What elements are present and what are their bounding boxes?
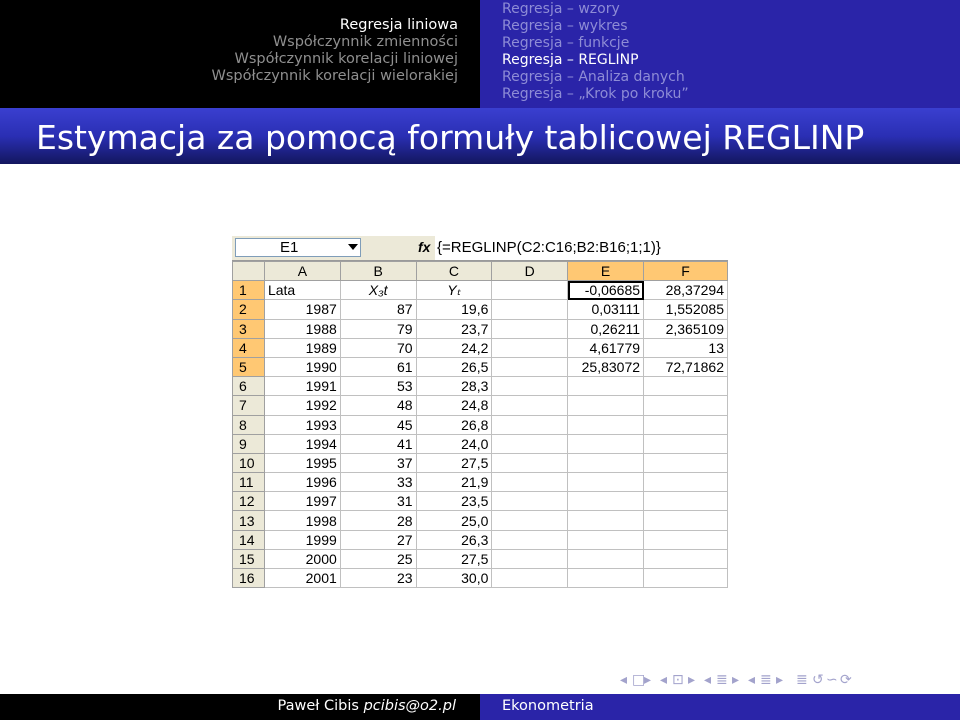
row-header[interactable]: 16 xyxy=(233,569,265,588)
frame-title: Estymacja za pomocą formuły tablicowej REGLINP xyxy=(36,118,865,157)
cell-e12[interactable] xyxy=(568,492,644,511)
cell-d15[interactable] xyxy=(492,549,568,568)
cell-b12[interactable]: 31 xyxy=(340,492,416,511)
table-row xyxy=(233,338,728,357)
row-header[interactable]: 9 xyxy=(233,434,265,453)
cell-e9[interactable] xyxy=(568,434,644,453)
cell-c14[interactable]: 26,3 xyxy=(416,530,492,549)
section-list xyxy=(212,17,458,85)
cell-f15[interactable] xyxy=(644,549,728,568)
cell-grid xyxy=(232,261,728,588)
cell-b11[interactable]: 33 xyxy=(340,473,416,492)
cell-a5[interactable]: 1990 xyxy=(264,357,340,376)
cell-c3[interactable]: 23,7 xyxy=(416,319,492,338)
row-header[interactable]: 7 xyxy=(233,396,265,415)
footer-course: Ekonometria xyxy=(502,698,594,714)
table-row xyxy=(233,396,728,415)
nav-section-korelacja-wielorakiej[interactable]: Współczynnik korelacji wielorakiej xyxy=(211,68,458,84)
cell-a6[interactable]: 1991 xyxy=(264,377,340,396)
row-header[interactable]: 13 xyxy=(233,511,265,530)
cell-d3[interactable] xyxy=(492,319,568,338)
cell-b13[interactable]: 28 xyxy=(340,511,416,530)
formula-input[interactable]: {=REGLINP(C2:C16;B2:B16;1;1)} xyxy=(435,236,728,260)
spreadsheet xyxy=(232,236,728,614)
cell-f11[interactable] xyxy=(644,473,728,492)
row-header[interactable]: 6 xyxy=(233,377,265,396)
prev-frame-icon[interactable]: ◂ xyxy=(620,672,628,688)
cell-f16[interactable] xyxy=(644,569,728,588)
column-header-d[interactable]: D xyxy=(492,262,568,281)
cell-d16[interactable] xyxy=(492,569,568,588)
cell-c6[interactable]: 28,3 xyxy=(416,377,492,396)
cell-d11[interactable] xyxy=(492,473,568,492)
nav-subsection-krok-po-kroku[interactable]: Regresja – „Krok po kroku” xyxy=(502,86,689,102)
cell-f7[interactable] xyxy=(644,396,728,415)
table-row xyxy=(233,511,728,530)
nav-subsection-wykres[interactable]: Regresja – wykres xyxy=(502,18,628,34)
table-row xyxy=(233,453,728,472)
search-icon[interactable]: ∽ xyxy=(826,672,838,688)
table-row xyxy=(233,530,728,549)
cell-b6[interactable]: 53 xyxy=(340,377,416,396)
cell-c10[interactable]: 27,5 xyxy=(416,453,492,472)
cell-f13[interactable] xyxy=(644,511,728,530)
frame-title-bar xyxy=(0,108,960,164)
cell-d10[interactable] xyxy=(492,453,568,472)
author-name: Paweł Cibis xyxy=(277,698,359,714)
footer-course-box xyxy=(480,694,960,720)
next-section-icon[interactable]: ▸ xyxy=(732,672,740,688)
table-row xyxy=(233,569,728,588)
cell-c13[interactable]: 25,0 xyxy=(416,511,492,530)
cell-b16[interactable]: 23 xyxy=(340,569,416,588)
cell-c11[interactable]: 21,9 xyxy=(416,473,492,492)
cell-c4[interactable]: 24,2 xyxy=(416,338,492,357)
cell-e4[interactable]: 4,61779 xyxy=(568,338,644,357)
cell-f8[interactable] xyxy=(644,415,728,434)
row-header[interactable]: 11 xyxy=(233,473,265,492)
subsection-icon[interactable]: ⊡ xyxy=(672,672,684,688)
table-row xyxy=(233,415,728,434)
cell-a9[interactable]: 1994 xyxy=(264,434,340,453)
cell-d7[interactable] xyxy=(492,396,568,415)
cell-c15[interactable]: 27,5 xyxy=(416,549,492,568)
cell-f9[interactable] xyxy=(644,434,728,453)
prev-page-icon[interactable]: ◂ xyxy=(748,672,756,688)
table-row xyxy=(233,492,728,511)
next-frame-icon[interactable]: ▸ xyxy=(644,672,652,688)
footer-author-box xyxy=(0,694,480,720)
cell-f4[interactable]: 13 xyxy=(644,338,728,357)
table-row xyxy=(233,319,728,338)
column-header-row xyxy=(233,262,728,281)
row-header[interactable]: 5 xyxy=(233,357,265,376)
row-header[interactable]: 14 xyxy=(233,530,265,549)
cell-d13[interactable] xyxy=(492,511,568,530)
cell-b14[interactable]: 27 xyxy=(340,530,416,549)
cell-d8[interactable] xyxy=(492,415,568,434)
formula-bar xyxy=(232,236,728,261)
cell-f10[interactable] xyxy=(644,453,728,472)
cell-f12[interactable] xyxy=(644,492,728,511)
column-header-c[interactable]: C xyxy=(416,262,492,281)
nav-subsection-funkcje[interactable]: Regresja – funkcje xyxy=(502,35,630,51)
cell-d1[interactable] xyxy=(492,281,568,300)
nav-subsection-analiza-danych[interactable]: Regresja – Analiza danych xyxy=(502,69,685,85)
cell-b4[interactable]: 70 xyxy=(340,338,416,357)
cell-e2[interactable]: 0,03111 xyxy=(568,300,644,319)
row-header[interactable]: 4 xyxy=(233,338,265,357)
table-row xyxy=(233,377,728,396)
cell-a16[interactable]: 2001 xyxy=(264,569,340,588)
cell-b8[interactable]: 45 xyxy=(340,415,416,434)
cell-a1[interactable]: Lata xyxy=(264,281,340,300)
table-row xyxy=(233,549,728,568)
section-icon[interactable]: ≣ xyxy=(716,672,728,688)
next-subsection-icon[interactable]: ▸ xyxy=(688,672,696,688)
table-row xyxy=(233,357,728,376)
nav-subsection-reglinp[interactable]: Regresja – REGLINP xyxy=(502,52,639,68)
cell-c8[interactable]: 26,8 xyxy=(416,415,492,434)
table-row xyxy=(233,434,728,453)
row-header[interactable]: 15 xyxy=(233,549,265,568)
cell-e6[interactable] xyxy=(568,377,644,396)
table-row xyxy=(233,281,728,300)
prev-section-icon[interactable]: ◂ xyxy=(704,672,712,688)
cell-a2[interactable]: 1987 xyxy=(264,300,340,319)
nav-section-wspolczynnik-zmiennosci[interactable]: Współczynnik zmienności xyxy=(272,34,458,50)
row-header[interactable]: 3 xyxy=(233,319,265,338)
column-header-e[interactable]: E xyxy=(568,262,644,281)
cell-b5[interactable]: 61 xyxy=(340,357,416,376)
frame-icon[interactable]: □ xyxy=(632,672,646,688)
cell-b2[interactable]: 87 xyxy=(340,300,416,319)
cell-e3[interactable]: 0,26211 xyxy=(568,319,644,338)
row-header[interactable]: 1 xyxy=(233,281,265,300)
cell-e10[interactable] xyxy=(568,453,644,472)
cell-a10[interactable]: 1995 xyxy=(264,453,340,472)
cell-e8[interactable] xyxy=(568,415,644,434)
cell-e15[interactable] xyxy=(568,549,644,568)
cell-a12[interactable]: 1997 xyxy=(264,492,340,511)
author-email: pcibis@o2.pl xyxy=(363,698,456,714)
cell-e16[interactable] xyxy=(568,569,644,588)
cell-b3[interactable]: 79 xyxy=(340,319,416,338)
cell-b7[interactable]: 48 xyxy=(340,396,416,415)
row-header[interactable]: 8 xyxy=(233,415,265,434)
cell-a7[interactable]: 1992 xyxy=(264,396,340,415)
nav-section-regresja-liniowa[interactable]: Regresja liniowa xyxy=(339,17,458,33)
table-row xyxy=(233,473,728,492)
cell-c7[interactable]: 24,8 xyxy=(416,396,492,415)
cell-c16[interactable]: 30,0 xyxy=(416,569,492,588)
cell-b1[interactable]: X₃t xyxy=(340,281,416,300)
cell-b10[interactable]: 37 xyxy=(340,453,416,472)
cell-d14[interactable] xyxy=(492,530,568,549)
cell-f3[interactable]: 2,365109 xyxy=(644,319,728,338)
cell-d2[interactable] xyxy=(492,300,568,319)
cell-e1[interactable]: -0,06685 xyxy=(568,281,644,300)
cell-f5[interactable]: 72,71862 xyxy=(644,357,728,376)
name-box[interactable]: E1 xyxy=(235,238,361,257)
footer-author xyxy=(278,698,456,714)
cell-d6[interactable] xyxy=(492,377,568,396)
cell-c1[interactable]: Yₜ xyxy=(416,281,492,300)
subsection-list xyxy=(502,1,689,103)
cell-a8[interactable]: 1993 xyxy=(264,415,340,434)
nav-section-korelacja-liniowa[interactable]: Współczynnik korelacji liniowej xyxy=(234,51,458,67)
page-icon[interactable]: ≣ xyxy=(760,672,772,688)
cell-b9[interactable]: 41 xyxy=(340,434,416,453)
cell-d12[interactable] xyxy=(492,492,568,511)
forward-icon[interactable]: ⟳ xyxy=(840,672,852,688)
cell-a4[interactable]: 1989 xyxy=(264,338,340,357)
cell-a11[interactable]: 1996 xyxy=(264,473,340,492)
column-header-b[interactable]: B xyxy=(340,262,416,281)
row-header[interactable]: 12 xyxy=(233,492,265,511)
align-icon[interactable]: ≣ xyxy=(796,672,808,688)
function-icon[interactable]: fx xyxy=(418,239,431,255)
chevron-down-icon[interactable] xyxy=(348,244,358,250)
column-header-a[interactable]: A xyxy=(264,262,340,281)
cell-e11[interactable] xyxy=(568,473,644,492)
subsection-navigation xyxy=(480,0,960,108)
back-icon[interactable]: ↺ xyxy=(812,672,824,688)
cell-d9[interactable] xyxy=(492,434,568,453)
cell-a15[interactable]: 2000 xyxy=(264,549,340,568)
row-header[interactable]: 2 xyxy=(233,300,265,319)
column-header-f[interactable]: F xyxy=(644,262,728,281)
select-all-corner[interactable] xyxy=(233,262,265,281)
cell-a14[interactable]: 1999 xyxy=(264,530,340,549)
cell-a13[interactable]: 1998 xyxy=(264,511,340,530)
cell-f14[interactable] xyxy=(644,530,728,549)
cell-c9[interactable]: 24,0 xyxy=(416,434,492,453)
cell-b15[interactable]: 25 xyxy=(340,549,416,568)
cell-e14[interactable] xyxy=(568,530,644,549)
cell-c2[interactable]: 19,6 xyxy=(416,300,492,319)
cell-d5[interactable] xyxy=(492,357,568,376)
section-navigation xyxy=(0,0,480,108)
nav-subsection-wzory[interactable]: Regresja – wzory xyxy=(502,1,620,17)
cell-c12[interactable]: 23,5 xyxy=(416,492,492,511)
cell-f2[interactable]: 1,552085 xyxy=(644,300,728,319)
cell-f6[interactable] xyxy=(644,377,728,396)
prev-subsection-icon[interactable]: ◂ xyxy=(660,672,668,688)
table-row xyxy=(233,300,728,319)
row-header[interactable]: 10 xyxy=(233,453,265,472)
cell-a3[interactable]: 1988 xyxy=(264,319,340,338)
cell-c5[interactable]: 26,5 xyxy=(416,357,492,376)
cell-e13[interactable] xyxy=(568,511,644,530)
cell-f1[interactable]: 28,37294 xyxy=(644,281,728,300)
next-page-icon[interactable]: ▸ xyxy=(776,672,784,688)
cell-e7[interactable] xyxy=(568,396,644,415)
cell-d4[interactable] xyxy=(492,338,568,357)
cell-e5[interactable]: 25,83072 xyxy=(568,357,644,376)
